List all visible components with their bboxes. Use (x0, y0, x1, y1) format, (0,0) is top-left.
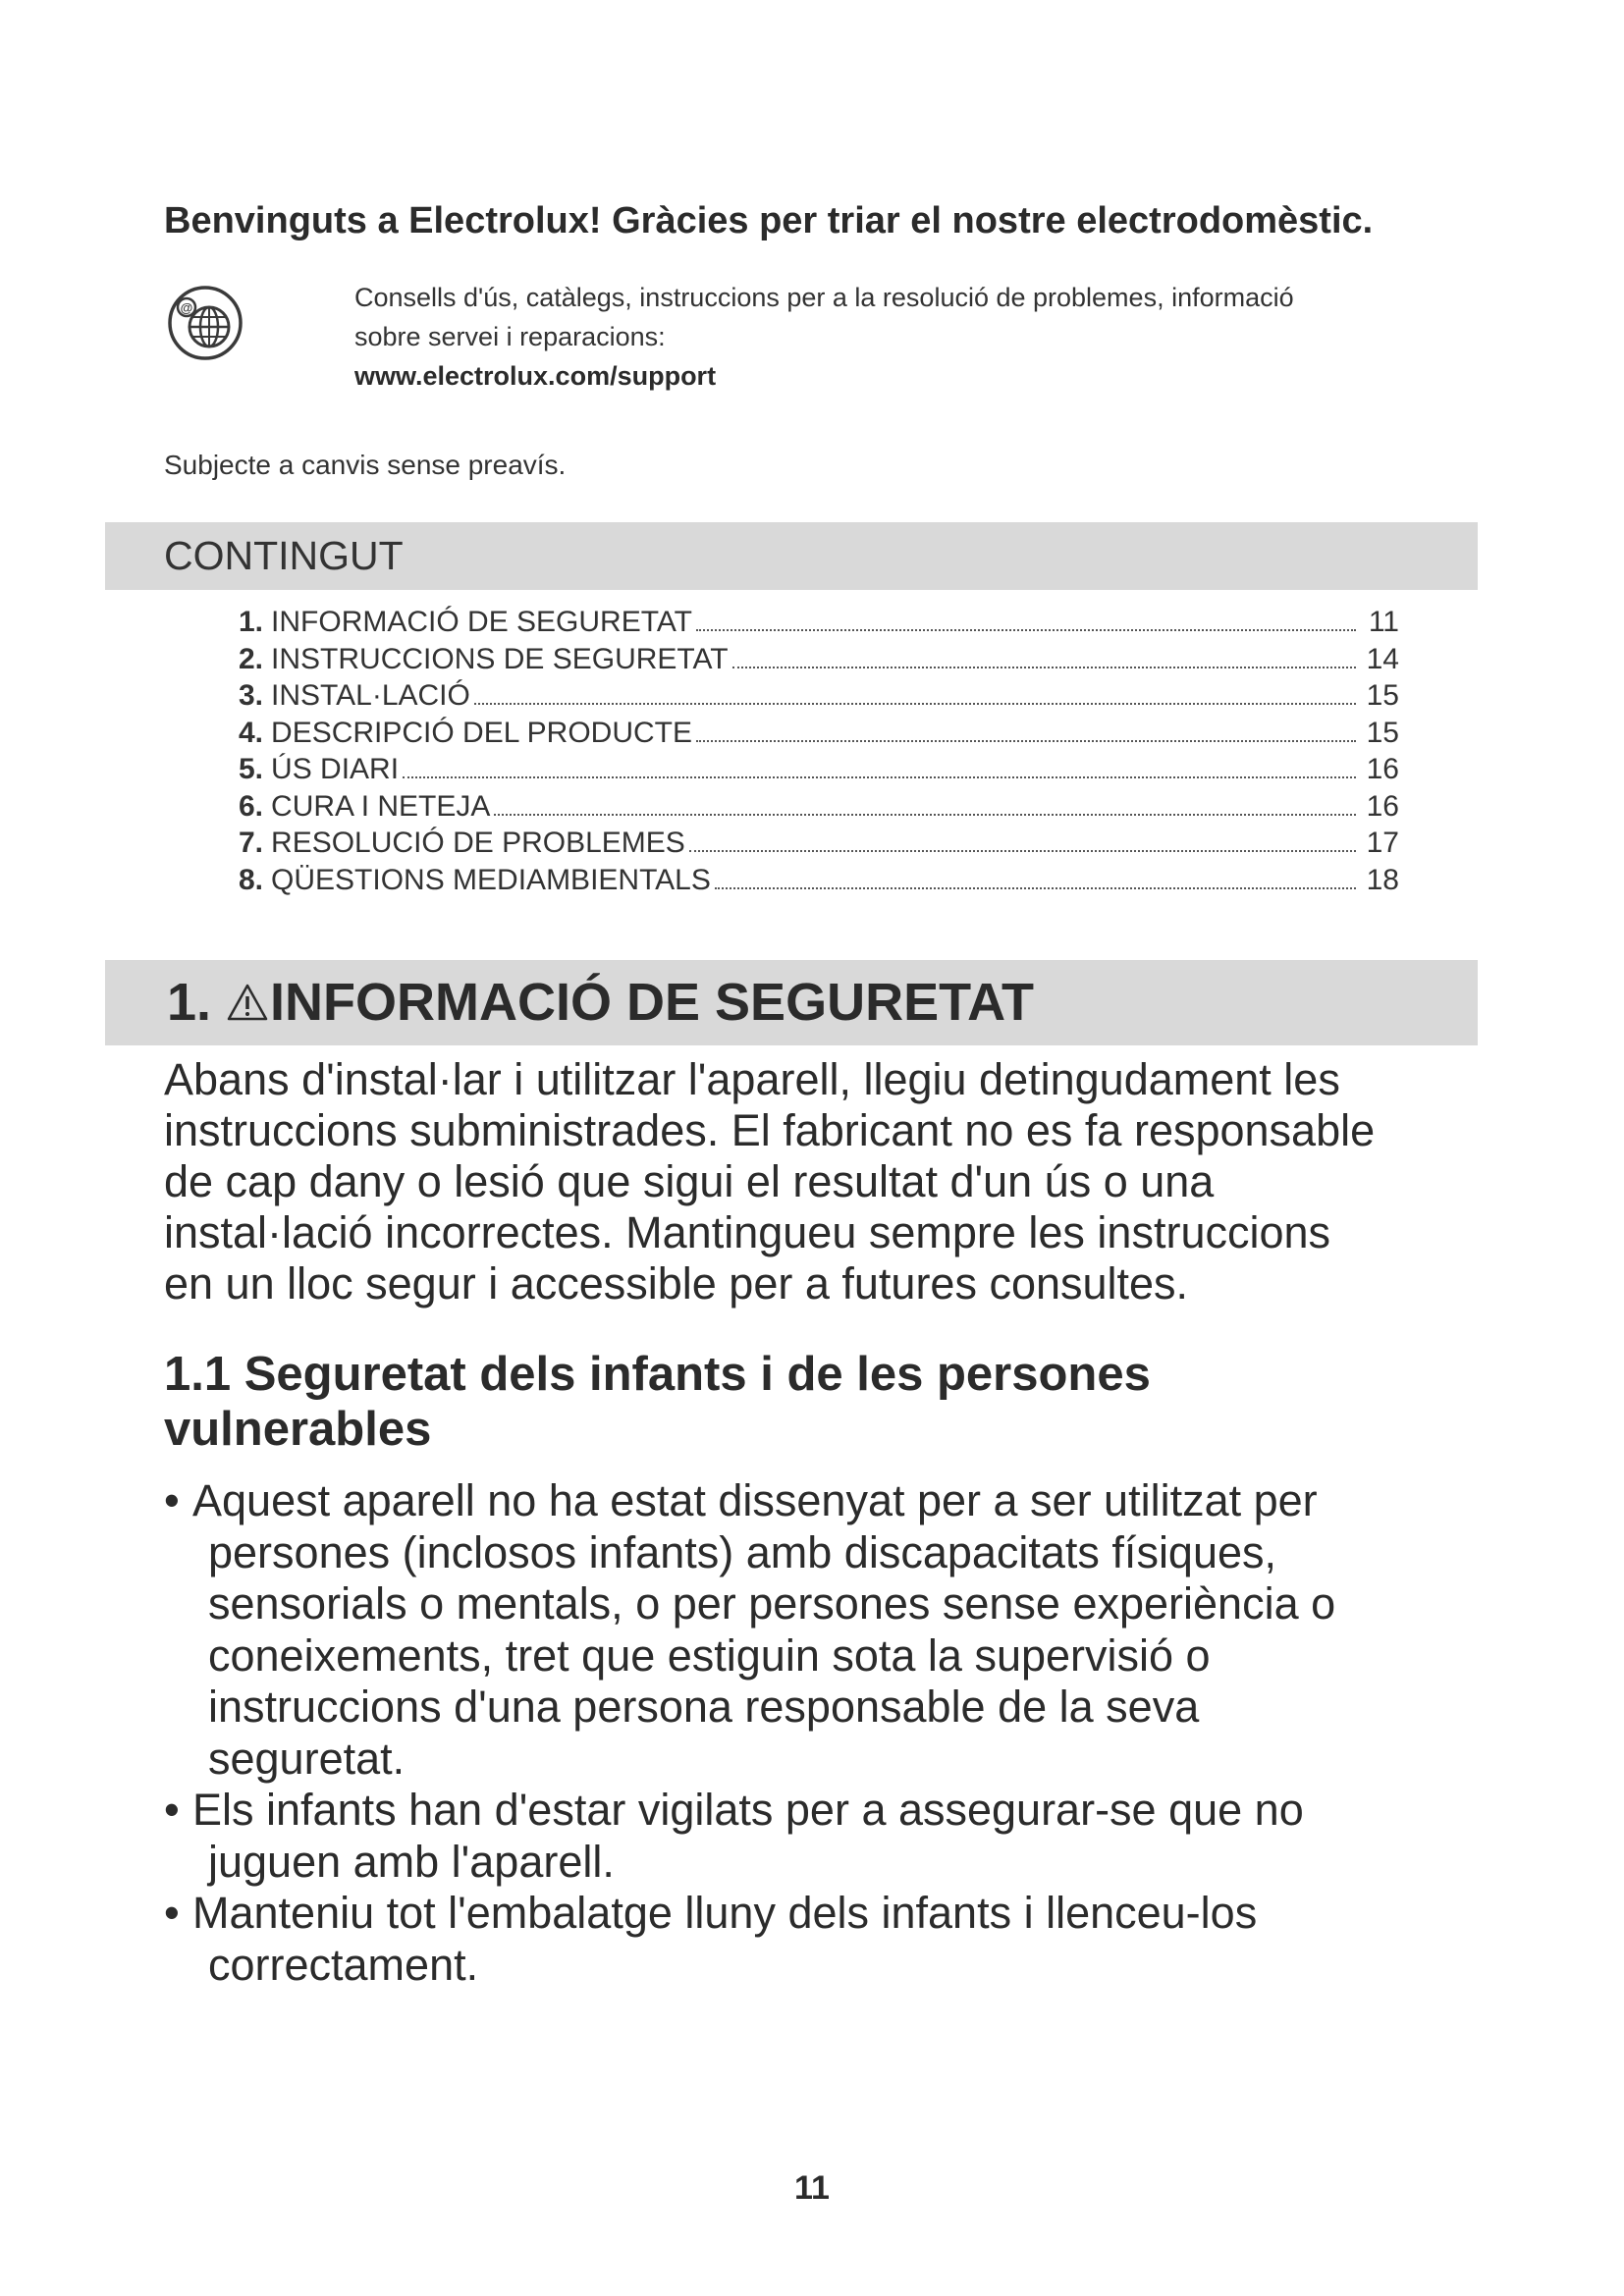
svg-text:@: @ (180, 300, 193, 315)
list-item (164, 1475, 1499, 1785)
toc-dot-leader (494, 813, 1356, 816)
toc-title: RESOLUCIÓ DE PROBLEMES (271, 827, 685, 859)
section-1-number: 1. (167, 973, 212, 1032)
toc-number: 1. (239, 606, 264, 638)
globe-web-icon (164, 282, 246, 364)
section-1-title: INFORMACIÓ DE SEGURETAT (270, 973, 1035, 1032)
support-url-link[interactable]: www.electrolux.com/support (354, 361, 717, 391)
toc-page: 17 (1366, 827, 1399, 859)
toc-item[interactable] (239, 606, 1399, 643)
intro-line: Abans d'instal·lar i utilitzar l'aparell, llegiu detingudament les (164, 1054, 1340, 1104)
toc-item[interactable] (239, 643, 1399, 680)
intro-line: instal·lació incorrectes. Mantingueu sempre les instruccions (164, 1207, 1331, 1257)
intro-line: en un lloc segur i accessible per a futures consultes. (164, 1258, 1189, 1308)
section-1-header-band (105, 960, 1478, 1045)
bullet-line: juguen amb l'aparell. (208, 1836, 615, 1887)
toc-page: 18 (1366, 863, 1399, 896)
toc-dot-leader (689, 849, 1356, 852)
change-notice: Subjecte a canvis sense preavís. (164, 450, 567, 480)
toc-item[interactable] (239, 753, 1399, 790)
toc-title: INSTRUCCIONS DE SEGURETAT (271, 642, 729, 675)
list-item (164, 1785, 1499, 1888)
toc-title: INFORMACIÓ DE SEGURETAT (271, 606, 692, 638)
bullet-line: persones (inclosos infants) amb discapacitats físiques, (208, 1526, 1277, 1577)
toc-item[interactable] (239, 679, 1399, 717)
bullet-line: seguretat. (208, 1733, 406, 1784)
toc-number: 7. (239, 827, 264, 859)
support-line-1: Consells d'ús, catàlegs, instruccions per a la resolució de problemes, informació (354, 283, 1294, 312)
section-1-intro (164, 1054, 1499, 1309)
toc-page: 16 (1366, 753, 1399, 785)
warning-triangle-icon (227, 983, 268, 1022)
toc-page: 16 (1366, 789, 1399, 823)
toc-page: 11 (1368, 606, 1399, 638)
toc-dot-leader (474, 702, 1356, 705)
toc-number: 3. (239, 679, 264, 712)
toc-number: 2. (239, 642, 264, 675)
subsection-title-line: vulnerables (164, 1403, 432, 1456)
contents-title: CONTINGUT (164, 533, 404, 578)
toc-dot-leader (696, 739, 1356, 742)
toc-item[interactable] (239, 717, 1399, 754)
toc-item[interactable] (239, 790, 1399, 828)
toc-title: CURA I NETEJA (271, 789, 491, 823)
toc-number: 4. (239, 716, 264, 749)
toc-number: 6. (239, 789, 264, 823)
toc-dot-leader (715, 886, 1356, 889)
bullet-line: correctament. (208, 1939, 479, 1990)
contents-header-band (105, 522, 1478, 590)
bullet-line: Manteniu tot l'embalatge lluny dels infants i llenceu-los (192, 1888, 1258, 1938)
subsection-1-1-heading (164, 1347, 1151, 1457)
toc-page: 15 (1366, 679, 1399, 712)
subsection-title-line: 1.1 Seguretat dels infants i de les persones (164, 1348, 1151, 1401)
toc-number: 5. (239, 753, 264, 785)
toc-number: 8. (239, 863, 264, 896)
welcome-heading: Benvinguts a Electrolux! Gràcies per triar el nostre electrodomèstic. (164, 200, 1374, 241)
toc-title: QÜESTIONS MEDIAMBIENTALS (271, 863, 711, 896)
bullet-line: coneixements, tret que estiguin sota la supervisió o (208, 1629, 1211, 1681)
list-item (164, 1888, 1499, 1991)
bullet-line: Els infants han d'estar vigilats per a assegurar-se que no (192, 1785, 1304, 1835)
intro-line: de cap dany o lesió que sigui el resultat d'un ús o una (164, 1156, 1215, 1206)
support-info (354, 278, 1435, 396)
table-of-contents (239, 606, 1399, 900)
support-line-2: sobre servei i reparacions: (354, 322, 666, 351)
bullet-mark: • (164, 1888, 180, 1938)
toc-title: DESCRIPCIÓ DEL PRODUCTE (271, 716, 692, 749)
toc-item[interactable] (239, 864, 1399, 901)
toc-title: INSTAL·LACIÓ (271, 679, 470, 712)
bullet-line: instruccions d'una persona responsable de la seva (208, 1682, 1200, 1732)
section-1-heading (167, 972, 1034, 1033)
safety-bullet-list (164, 1475, 1499, 1991)
toc-page: 15 (1366, 716, 1399, 749)
intro-line: instruccions subministrades. El fabricant no es fa responsable (164, 1105, 1376, 1155)
bullet-mark: • (164, 1785, 180, 1835)
toc-item[interactable] (239, 827, 1399, 864)
toc-dot-leader (403, 775, 1356, 778)
toc-dot-leader (732, 666, 1356, 668)
bullet-mark: • (164, 1475, 180, 1525)
toc-dot-leader (696, 628, 1356, 631)
toc-page: 14 (1366, 642, 1399, 675)
page-number: 11 (794, 2169, 830, 2207)
bullet-line: sensorials o mentals, o per persones sense experiència o (208, 1578, 1336, 1629)
toc-title: ÚS DIARI (271, 753, 400, 785)
bullet-line: Aquest aparell no ha estat dissenyat per a ser utilitzat per (192, 1475, 1318, 1525)
